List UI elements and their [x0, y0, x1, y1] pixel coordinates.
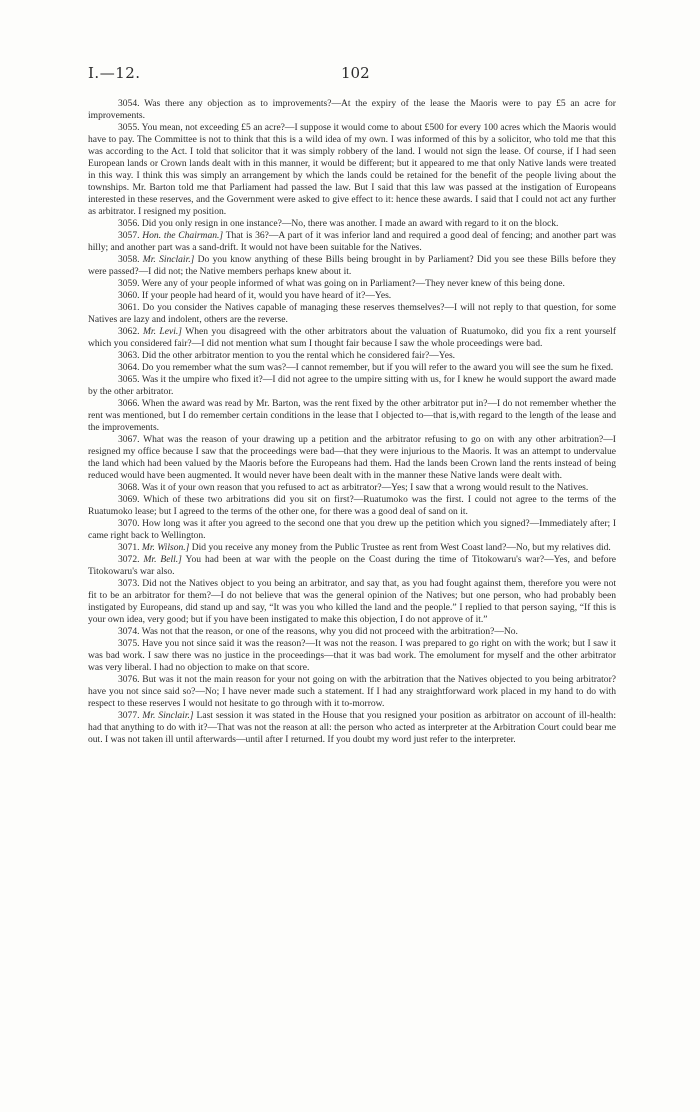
question-3063: 3063. Did the other arbitrator mention to you the rental which he considered fair?—Yes. — [118, 350, 456, 361]
question-3067: 3067. What was the reason of your drawing up a petition and the arbitrator refusing to go on with any other arbitration?—I resigned my office because I saw that the proceedings were bad—that they were injurious to the Maoris. It was an attempt to undervalue the land which had been valued by the Maoris before the Europeans had them. Had the lands been Crown land the rents instead of being reduced would have been augmented. It would never have been dealt with in the manner these Native lands were dealt with. — [88, 434, 616, 481]
parliamentary-paper-reference: I.—12. — [88, 64, 141, 82]
question-3065: 3065. Was it the umpire who fixed it?—I did not agree to the umpire sitting with us, for I knew he would support the award made by the other arbitrator. — [88, 374, 616, 397]
question-number: 3077. — [118, 710, 143, 721]
speaker-name: Mr. Bell.] — [143, 554, 182, 565]
speaker-name: Hon. the Chairman.] — [142, 230, 224, 241]
speaker-name: Mr. Sinclair.] — [142, 710, 194, 721]
question-3074: 3074. Was not that the reason, or one of the reasons, why you did not proceed with the arbitration?—No. — [118, 626, 518, 637]
question-3061: 3061. Do you consider the Natives capable of managing these reserves themselves?—I will not reply to that question, for some Natives are lazy and indolent, others are the reverse. — [88, 302, 616, 325]
page-number: 102 — [341, 64, 370, 82]
speaker-name: Mr. Sinclair.] — [142, 254, 195, 265]
testimony-body — [88, 98, 616, 746]
question-text: You had been at war with the people on the Coast during the time of Titokowaru's war?—Yes, and before Titokowaru's war also. — [88, 554, 617, 577]
question-3064: 3064. Do you remember what the sum was?—I cannot remember, but if you will refer to the award you will see the sum he fixed. — [118, 362, 614, 373]
question-3073: 3073. Did not the Natives object to you being an arbitrator, and say that, as you had fought against them, therefore you were not fit to be an arbitrator for them?—I do not believe that was the general opinion of the Natives; but one person, who had probably been instigated by Europeans, did stand up and say, “It was you who killed the land and the people.” I replied to that person saying, “If this is your own idea, very good; but if you have been instigated to make this objection, I do not approve of it.” — [88, 578, 616, 625]
question-text: That is 36?—A part of it was inferior land and required a good deal of fencing; and another part was hilly; and another part was a sand-drift. It would not have been suitable for the Natives. — [88, 230, 616, 253]
question-text: Last session it was stated in the House that you resigned your position as arbitrator on account of ill-health: had that anything to do with it?—That was not the reason at all: the person who acted as interpreter at the Arbitration Court could bear me out. I was not taken ill until afterwards—until after I returned. If you doubt my word just refer to the interpreter. — [88, 710, 616, 745]
question-3062 — [88, 326, 616, 350]
question-number: 3072. — [118, 554, 144, 565]
speaker-name: Mr. Levi.] — [142, 326, 182, 337]
question-3060: 3060. If your people had heard of it, would you have heard of it?—Yes. — [118, 290, 392, 301]
question-3076: 3076. But was it not the main reason for your not going on with the arbitration that the Natives objected to you being arbitrator? have you not since said so?—No; I have never made such a statement. If I had any straightforward work placed in my hand to do with respect to these reserves I would not hesitate to go through with it to-morrow. — [88, 674, 616, 709]
question-3070: 3070. How long was it after you agreed to the second one that you drew up the petition which you signed?—Immediately after; I came right back to Wellington. — [88, 518, 616, 541]
question-3054: 3054. Was there any objection as to improvements?—At the expiry of the lease the Maoris were to pay £5 an acre for improvements. — [88, 98, 616, 121]
speaker-name: Mr. Wilson.] — [141, 542, 190, 553]
question-3077 — [88, 710, 616, 746]
question-number: 3058. — [118, 254, 143, 265]
question-number: 3057. — [118, 230, 143, 241]
question-number: 3062. — [118, 326, 143, 337]
question-3056: 3056. Did you only resign in one instance?—No, there was another. I made an award with regard to it on the block. — [118, 218, 559, 229]
question-3055: 3055. You mean, not exceeding £5 an acre?—I suppose it would come to about £500 for every 100 acres which the Maoris would have to pay. The Committee is not to think that this is a wild idea of my own. I was informed of this by a solicitor, who told me that this was according to the Act. I told that solicitor that it was simply robbery of the land. I would not sign the lease. Of course, if I had seen European lands or Crown lands dealt with in this manner, it would be different; but it appeared to me that only Native lands were treated in this way. I think this was simply an arrangement by which the lands could be retained for the benefit of the people living about the townships. Mr. Barton told me that Parliament had passed the law. But I said that this law was passed at the instigation of Europeans interested in these reserves, and the Government were asked to give effect to it: hence these awards. I said that I could not act any further as arbitrator. I resigned my position. — [88, 122, 616, 217]
question-text: Do you know anything of these Bills being brought in by Parliament? Did you see these Bills before they were passed?—I did not; the Native members perhaps knew about it. — [88, 254, 616, 277]
question-text: Did you receive any money from the Public Trustee as rent from West Coast land?—No, but my relatives did. — [189, 542, 611, 553]
question-3072 — [88, 554, 616, 578]
question-3066: 3066. When the award was read by Mr. Barton, was the rent fixed by the other arbitrator put in?—I do not remember whether the rent was mentioned, but I do remember certain conditions in the lease that I objected to—that is,with regard to the length of the lease and the improvements. — [88, 398, 616, 433]
question-3068: 3068. Was it of your own reason that you refused to act as arbitrator?—Yes; I saw that a wrong would result to the Natives. — [118, 482, 589, 493]
question-3059: 3059. Were any of your people informed of what was going on in Parliament?—They never knew of this being done. — [118, 278, 565, 289]
page-header — [88, 64, 616, 84]
question-3071 — [88, 542, 616, 554]
question-3058 — [88, 254, 616, 278]
question-number: 3071. — [118, 542, 142, 553]
question-text: When you disagreed with the other arbitrators about the valuation of Ruatumoko, did you fix a rent yourself which you considered fair?—I did not mention what sum I thought fair because I saw the whole proceedings were bad. — [88, 326, 617, 349]
question-3057 — [88, 230, 616, 254]
question-3075: 3075. Have you not since said it was the reason?—It was not the reason. I was prepared to go right on with the work; but I saw it was bad work. I saw there was no justice in the proceedings—that it was bad work. The emolument for myself and the other arbitrator was very liberal. I had no objection to make on that score. — [88, 638, 616, 673]
question-3069: 3069. Which of these two arbitrations did you sit on first?—Ruatumoko was the first. I could not agree to the terms of the Ruatumoko lease; but I agreed to the terms of the other one, for there was a good deal of sand on it. — [88, 494, 616, 517]
